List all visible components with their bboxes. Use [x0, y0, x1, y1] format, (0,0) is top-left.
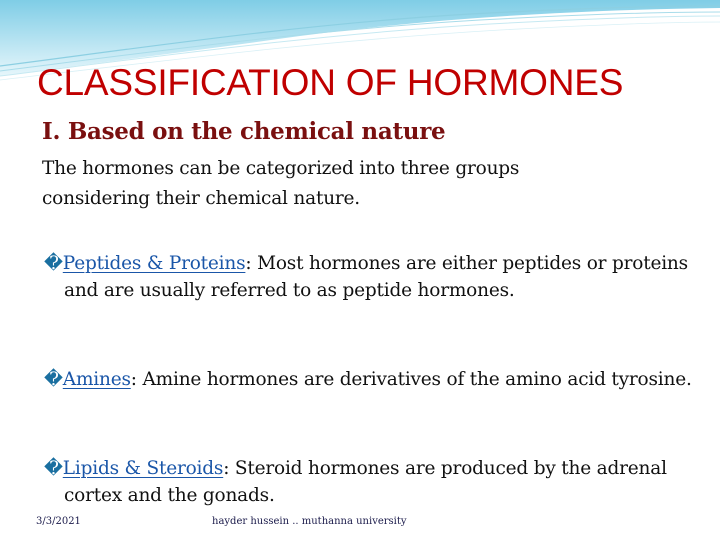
bullet-amines: [44, 366, 704, 393]
section-subtitle: I. Based on the chemical nature: [42, 118, 446, 145]
bullet-lipids-steroids: [44, 455, 704, 509]
bullet-text: : Most hormones are either peptides or proteins and are usually referred to as peptide hormones.: [64, 253, 688, 301]
intro-paragraph: The hormones can be categorized into three groups considering their chemical nature.: [42, 158, 520, 209]
slide-title: CLASSIFICATION OF HORMONES: [37, 62, 624, 103]
bullet-text: : Steroid hormones are produced by the adrenal cortex and the gonads.: [64, 458, 667, 506]
bullet-marker-icon: �: [44, 369, 63, 390]
bullet-term: Lipids & Steroids: [62, 458, 224, 479]
bullet-term: Amines: [62, 369, 131, 390]
footer-date: 3/3/2021: [36, 516, 81, 527]
bullet-marker-icon: �: [44, 458, 63, 479]
bullet-term: Peptides & Proteins: [62, 253, 246, 274]
footer-credit: hayder hussein .. muthanna university: [212, 516, 407, 527]
bullet-marker-icon: �: [44, 253, 63, 274]
bullet-text: : Amine hormones are derivatives of the amino acid tyrosine.: [130, 369, 692, 390]
bullet-peptides-proteins: [44, 250, 704, 304]
